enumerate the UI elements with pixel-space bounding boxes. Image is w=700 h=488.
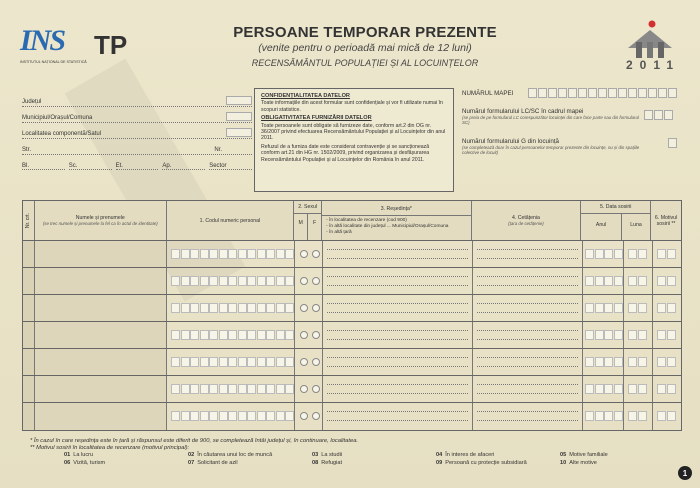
sex-m-radio[interactable] — [300, 385, 308, 393]
page-number: 1 — [678, 466, 692, 480]
sex-f-radio[interactable] — [312, 331, 320, 339]
reason-code-item: 08 Refugiat — [312, 460, 343, 466]
reason-input[interactable] — [653, 403, 681, 430]
reason-code-item: 04 În interes de afaceri — [436, 452, 495, 458]
cnp-input[interactable] — [171, 384, 295, 394]
reason-code-item: 03 La studii — [312, 452, 343, 458]
census-year: 2011 — [626, 58, 681, 72]
sex-cell — [295, 403, 323, 430]
arrival-year-input[interactable] — [583, 241, 624, 267]
residence-input[interactable] — [323, 322, 473, 348]
cnp-input[interactable] — [171, 249, 295, 259]
cnp-input[interactable] — [171, 303, 295, 313]
cnp-cell — [167, 349, 295, 375]
obligation-text: Toate persoanele sunt obligate să furnizeze date, conform art.2 din OG nr. 36/2007 privind efectuarea Recensământului Populației și al Locuințelor din anul 2011. — [261, 122, 446, 142]
form-code: TP — [94, 30, 128, 60]
sex-f-radio[interactable] — [312, 385, 320, 393]
citizenship-input[interactable] — [473, 268, 583, 294]
sex-cell — [295, 295, 323, 321]
table-row — [23, 295, 681, 322]
reason-code-item: 09 Persoană cu protecție subsidiară — [436, 460, 527, 466]
col-reason: 6. Motivul sosirii ** — [654, 214, 678, 227]
citizenship-input[interactable] — [473, 376, 583, 402]
arrival-month-input[interactable] — [624, 268, 653, 294]
cnp-cell — [167, 376, 295, 402]
arrival-month-input[interactable] — [624, 403, 653, 430]
localitate-field[interactable]: Localitatea componentă/Satul — [22, 124, 252, 139]
reason-codes — [64, 452, 684, 466]
residence-input[interactable] — [323, 349, 473, 375]
citizenship-input[interactable] — [473, 403, 583, 430]
cnp-cell — [167, 403, 295, 430]
sanction-text: Refuzul de a furniza date este considerat contravenție și se sancționează conform art.21 din HG nr. 1502/2009, privind organizarea și desfășurarea Recensământului Populației și al Locuințelor din România în anul 2011. — [261, 143, 430, 163]
sex-cell — [295, 322, 323, 348]
arrival-month-input[interactable] — [624, 376, 653, 402]
row-number-cell — [23, 376, 35, 402]
col-sex: 2. Sexul M F — [294, 201, 322, 240]
sex-f-radio[interactable] — [312, 358, 320, 366]
col-arrival-date: 5. Data sosirii Anul Luna — [581, 201, 651, 240]
arrival-month-input[interactable] — [624, 241, 653, 267]
col-residence: 3. Reședința* - în localitatea de recenzare (cod 900) - în altă localitate din județul ... Municipiul/Orașul/Comuna - în altă țară — [322, 201, 472, 240]
map-number-label: NUMĂRUL MAPEI — [462, 90, 514, 97]
col-citizenship: 4. Cetățenia (țara de cetățenie) — [472, 201, 582, 240]
g-number-label: Numărul formularului G din locuință (se completează doar în cazul persoanelor temporar prezente din locuințe, nu și din spațiile colective de locuit) — [462, 138, 640, 155]
row-number-cell — [23, 241, 35, 267]
residence-input[interactable] — [323, 241, 473, 267]
ins-logo-mark: INS — [20, 24, 65, 57]
reason-input[interactable] — [653, 376, 681, 402]
sex-cell — [295, 349, 323, 375]
sex-f-radio[interactable] — [312, 250, 320, 258]
lcsc-number-input[interactable] — [644, 110, 674, 120]
reason-code-item: 10 Alte motive — [560, 460, 597, 466]
sex-m-radio[interactable] — [300, 412, 308, 420]
arrival-year-input[interactable] — [583, 403, 624, 430]
conf-text: Toate informațiile din acest formular sunt confidențiale și vor fi utilizate numai în scopuri statistice. — [261, 100, 443, 113]
sex-f-radio[interactable] — [312, 304, 320, 312]
name-input[interactable] — [35, 376, 167, 402]
footnote-residence: * În cazul în care reședința este în țară și răspunsul este diferit de 900, se completează întâi județul și, în continuare, localitatea. — [30, 438, 359, 444]
cnp-cell — [167, 241, 295, 267]
table-row — [23, 241, 681, 268]
sex-cell — [295, 268, 323, 294]
reason-code-item: 06 Vizită, turism — [64, 460, 106, 466]
sex-f-radio[interactable] — [312, 277, 320, 285]
name-input[interactable] — [35, 322, 167, 348]
arrival-year-input[interactable] — [583, 349, 624, 375]
obligation-heading: OBLIGATIVITATEA FURNIZĂRII DATELOR — [261, 115, 372, 122]
sex-m-radio[interactable] — [300, 358, 308, 366]
sex-m-radio[interactable] — [300, 250, 308, 258]
reason-input[interactable] — [653, 268, 681, 294]
residence-input[interactable] — [323, 376, 473, 402]
row-number-cell — [23, 268, 35, 294]
reason-input[interactable] — [653, 322, 681, 348]
persons-table — [22, 200, 682, 431]
row-number-cell — [23, 295, 35, 321]
reason-input[interactable] — [653, 295, 681, 321]
street-field[interactable]: Str. Nr. — [22, 140, 252, 155]
g-number-input[interactable] — [668, 138, 678, 148]
sex-cell — [295, 376, 323, 402]
citizenship-input[interactable] — [473, 349, 583, 375]
reason-code-item: 07 Solicitant de azil — [188, 460, 238, 466]
sex-f-radio[interactable] — [312, 412, 320, 420]
col-name: Numele și prenumele (se trec numele și prenumele la fel ca în actul de identitate) — [35, 201, 167, 240]
reason-code-item: 02 În căutarea unui loc de muncă — [188, 452, 273, 458]
reason-input[interactable] — [653, 349, 681, 375]
sex-m-radio[interactable] — [300, 331, 308, 339]
table-row — [23, 322, 681, 349]
name-input[interactable] — [35, 403, 167, 430]
sex-m-radio[interactable] — [300, 304, 308, 312]
arrival-year-input[interactable] — [583, 268, 624, 294]
cnp-input[interactable] — [171, 330, 295, 340]
row-number-cell — [23, 349, 35, 375]
map-number-input[interactable] — [528, 88, 678, 98]
citizenship-input[interactable] — [473, 322, 583, 348]
arrival-month-input[interactable] — [624, 295, 653, 321]
footnote-reason: ** Motivul sosirii în localitatea de recenzare (motivul principal): — [30, 445, 190, 451]
reason-code-item: 05 Motive familiale — [560, 452, 608, 458]
residence-input[interactable] — [323, 268, 473, 294]
cnp-input[interactable] — [171, 411, 295, 421]
citizenship-input[interactable] — [473, 295, 583, 321]
building-fields[interactable]: Bl. Sc. Et. Ap. Sector — [22, 156, 252, 171]
form-title: PERSOANE TEMPORAR PREZENTE — [233, 24, 497, 41]
col-cnp: 1. Codul numeric personal — [167, 201, 295, 240]
address-block — [22, 92, 252, 172]
table-row — [23, 403, 681, 430]
row-number-cell — [23, 403, 35, 430]
arrival-year-input[interactable] — [583, 322, 624, 348]
cnp-cell — [167, 295, 295, 321]
conf-heading: CONFIDENȚIALITATEA DATELOR — [261, 93, 350, 99]
arrival-month-input[interactable] — [624, 349, 653, 375]
census-name: RECENSĂMÂNTUL POPULAȚIEI ȘI AL LOCUINȚELOR — [251, 58, 479, 68]
cnp-cell — [167, 268, 295, 294]
footnotes — [30, 438, 680, 452]
name-input[interactable] — [35, 349, 167, 375]
arrival-month-input[interactable] — [624, 322, 653, 348]
sex-cell — [295, 241, 323, 267]
table-row — [23, 349, 681, 376]
row-number-cell — [23, 322, 35, 348]
cnp-cell — [167, 322, 295, 348]
reason-code-item: 01 La lucru — [64, 452, 94, 458]
table-row — [23, 376, 681, 403]
cnp-input[interactable] — [171, 276, 295, 286]
cnp-input[interactable] — [171, 357, 295, 367]
residence-input[interactable] — [323, 403, 473, 430]
municipiu-field[interactable]: Municipiul/Orașul/Comuna — [22, 108, 252, 123]
citizenship-input[interactable] — [473, 241, 583, 267]
name-input[interactable] — [35, 268, 167, 294]
residence-input[interactable] — [323, 295, 473, 321]
arrival-year-input[interactable] — [583, 295, 624, 321]
lcsc-number-label: Numărul formularului LC/SC în cadrul mapei (se preia de pe formularul LC corespunzător locuinței din care face parte sau din formularul SC) — [462, 108, 639, 125]
name-input[interactable] — [35, 241, 167, 267]
reason-input[interactable] — [653, 241, 681, 267]
ins-logo-caption: INSTITUTUL NAȚIONAL DE STATISTICĂ — [20, 60, 87, 64]
ins-logo — [20, 24, 87, 74]
table-row — [23, 268, 681, 295]
arrival-year-input[interactable] — [583, 376, 624, 402]
confidentiality-box — [254, 88, 454, 192]
col-nr: Nr. crt. — [23, 201, 35, 240]
form-subtitle: (venite pentru o perioadă mai mică de 12 luni) — [258, 42, 472, 54]
judet-field[interactable]: Județul — [22, 92, 252, 107]
table-header — [23, 201, 681, 241]
sex-m-radio[interactable] — [300, 277, 308, 285]
name-input[interactable] — [35, 295, 167, 321]
